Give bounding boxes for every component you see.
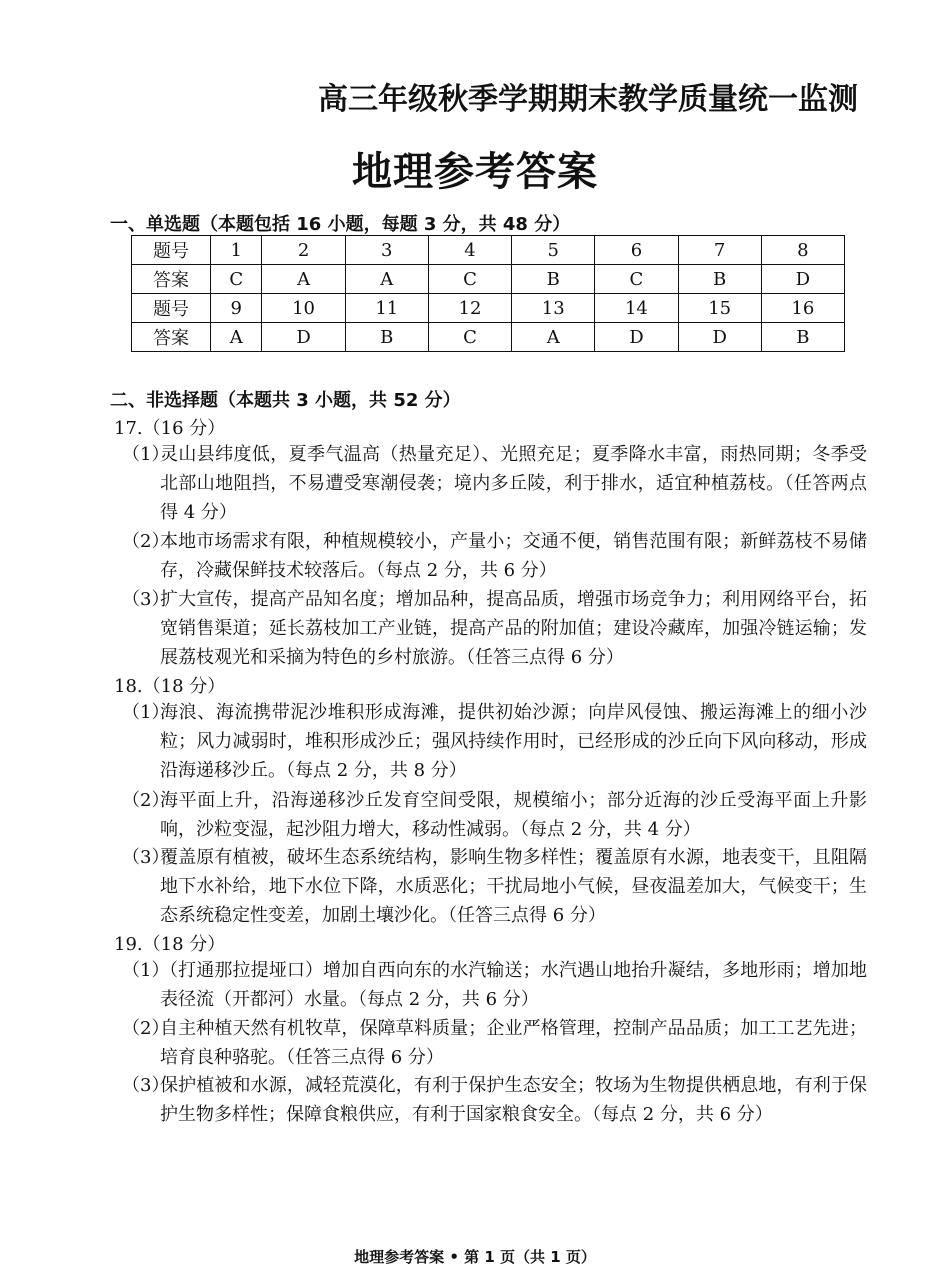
question-19-item-3 [122, 1071, 867, 1129]
section2-heading [110, 386, 461, 412]
item-text: 灵山县纬度低，夏季气温高（热量充足）、光照充足；夏季降水丰富，雨热同期；冬季受北部山地阻挡，不易遭受寒潮侵袭；境内多丘陵，利于排水，适宜种植荔枝。（任答两点得 4 分） [160, 444, 867, 523]
row-label: 答案 [132, 323, 211, 352]
item-text: 扩大宣传，提高产品知名度；增加品种，提高品质，增强市场竞争力；利用网络平台，拓宽销售渠道；延长荔枝加工产业链，提高产品的附加值；建设冷藏库，加强冷链运输；发展荔枝观光和采摘为特色的乡村旅游。（任答三点得 6 分） [160, 589, 867, 668]
question-17-item-2 [122, 527, 867, 585]
item-text: 自主种植天然有机牧草，保障草料质量；企业严格管理，控制产品品质；加工工艺先进；培育良种骆驼。（任答三点得 6 分） [160, 1018, 867, 1068]
table-cell: 7 [678, 236, 761, 265]
table-cell: 8 [761, 236, 844, 265]
table-cell: C [428, 323, 511, 352]
answer-table [131, 235, 845, 352]
table-cell: B [345, 323, 428, 352]
question-19-item-2 [122, 1014, 867, 1072]
table-cell: 15 [678, 294, 761, 323]
item-number: （3） [122, 589, 170, 610]
table-cell: A [262, 265, 345, 294]
subject-title: 地理参考答案 [352, 149, 598, 195]
section2-title: 二、非选择题 [110, 390, 218, 411]
item-text: 保护植被和水源，减轻荒漠化，有利于保护生态安全；牧场为生物提供栖息地，有利于保护生物多样性；保障食粮供应，有利于国家粮食安全。（每点 2 分，共 6 分） [160, 1075, 867, 1125]
item-text: 覆盖原有植被，破坏生态系统结构，影响生物多样性；覆盖原有水源，地表变干，且阻隔地下水补给，地下水位下降，水质恶化；干扰局地小气候，昼夜温差加大，气候变干；生态系统稳定性变差，加剧土壤沙化。（任答三点得 6 分） [160, 847, 867, 926]
section1-title: 一、单选题 [110, 214, 200, 235]
table-cell: A [211, 323, 262, 352]
page-footer: 地理参考答案 • 第 1 页（共 1 页） [354, 1248, 596, 1266]
item-text: （打通那拉提垭口）增加自西向东的水汽输送；水汽遇山地抬升凝结，多地形雨；增加地表径流（开都河）水量。（每点 2 分，共 6 分） [160, 960, 867, 1010]
table-row [132, 323, 845, 352]
question-18-item-3 [122, 843, 867, 930]
item-number: （2） [122, 790, 170, 811]
question-17-item-1 [122, 440, 867, 527]
section1-note: （本题包括 16 小题，每题 3 分，共 48 分） [200, 214, 571, 235]
table-cell: 3 [345, 236, 428, 265]
item-text: 本地市场需求有限，种植规模较小，产量小；交通不便，销售范围有限；新鲜荔枝不易储存，冷藏保鲜技术较落后。（每点 2 分，共 6 分） [160, 531, 867, 581]
item-text: 海浪、海流携带泥沙堆积形成海滩，提供初始沙源；向岸风侵蚀、搬运海滩上的细小沙粒；风力减弱时，堆积形成沙丘；强风持续作用时，已经形成的沙丘向下风向移动，形成沿海递移沙丘。（每点 2 分，共 8 分） [160, 702, 867, 781]
table-cell: C [211, 265, 262, 294]
table-cell: 13 [512, 294, 595, 323]
table-cell: 14 [595, 294, 678, 323]
question-17-item-3 [122, 585, 867, 672]
row-label: 题号 [132, 236, 211, 265]
table-cell: 9 [211, 294, 262, 323]
table-cell: A [345, 265, 428, 294]
question-19-title: 19.（18 分） [114, 934, 226, 955]
table-cell: 5 [512, 236, 595, 265]
table-cell: B [512, 265, 595, 294]
row-label: 题号 [132, 294, 211, 323]
table-cell: C [428, 265, 511, 294]
table-row [132, 294, 845, 323]
section1-heading [110, 210, 570, 236]
item-number: （3） [122, 1075, 170, 1096]
exam-title: 高三年级秋季学期期末教学质量统一监测 [318, 82, 858, 117]
table-cell: D [595, 323, 678, 352]
question-18-item-2 [122, 786, 867, 844]
table-row [132, 236, 845, 265]
table-cell: B [761, 323, 844, 352]
table-cell: A [512, 323, 595, 352]
item-number: （2） [122, 1018, 170, 1039]
table-cell: D [678, 323, 761, 352]
item-text: 海平面上升，沿海递移沙丘发育空间受限，规模缩小；部分近海的沙丘受海平面上升影响，沙粒变湿，起沙阻力增大，移动性减弱。（每点 2 分，共 4 分） [160, 790, 867, 840]
table-cell: B [678, 265, 761, 294]
question-18-item-1 [122, 698, 867, 785]
question-17-title: 17.（16 分） [114, 418, 226, 439]
table-cell: 2 [262, 236, 345, 265]
item-number: （2） [122, 531, 170, 552]
question-18-title: 18.（18 分） [114, 676, 226, 697]
row-label: 答案 [132, 265, 211, 294]
table-cell: 12 [428, 294, 511, 323]
table-cell: 11 [345, 294, 428, 323]
item-number: （3） [122, 847, 170, 868]
item-number: （1） [122, 702, 170, 723]
table-cell: 6 [595, 236, 678, 265]
table-row [132, 265, 845, 294]
section2-note: （本题共 3 小题，共 52 分） [218, 390, 461, 411]
table-cell: 16 [761, 294, 844, 323]
table-cell: 1 [211, 236, 262, 265]
table-cell: C [595, 265, 678, 294]
table-cell: D [262, 323, 345, 352]
item-number: （1） [122, 960, 170, 981]
table-cell: 4 [428, 236, 511, 265]
table-cell: 10 [262, 294, 345, 323]
question-19-item-1 [122, 956, 867, 1014]
table-cell: D [761, 265, 844, 294]
item-number: （1） [122, 444, 170, 465]
